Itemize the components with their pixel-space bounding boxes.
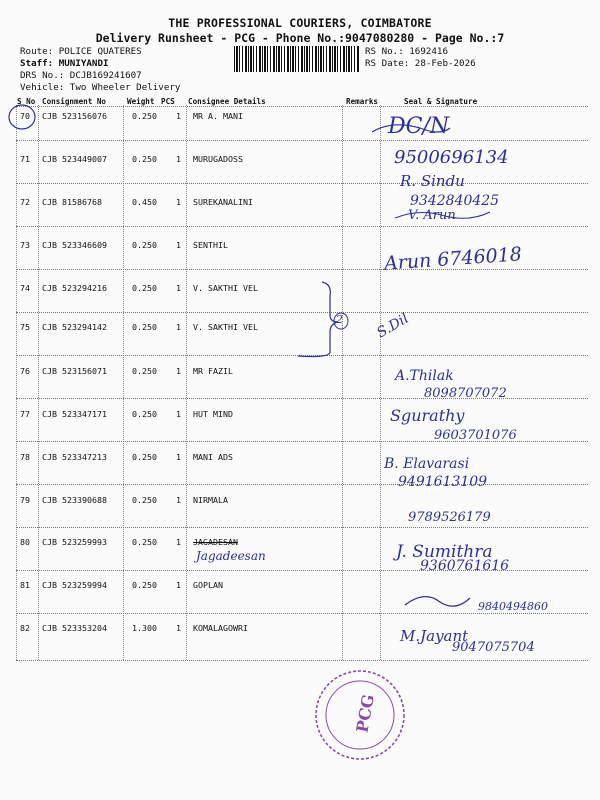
handwritten-phone: 9047075704 [452,640,535,655]
row-weight: 0.250 [132,240,157,250]
col-remarks: Remarks [346,97,379,106]
row-consignment: CJB 523259993 [42,537,107,547]
col-pcs: PCS [161,97,175,106]
row-consignee: HUT MIND [193,409,233,419]
row-weight: 0.250 [132,366,157,376]
handwritten-phone: 8098707072 [424,386,507,401]
stamp-label: PCG [352,692,378,735]
row-divider [16,183,588,184]
row-divider [16,226,588,227]
handwritten-dcn: DC/N [388,114,450,139]
handwritten-phone: 9840494860 [478,600,548,613]
runsheet-subtitle: Delivery Runsheet - PCG - Phone No.:9047080280 - Page No.:7 [95,31,505,45]
handwritten-phone: 9360761616 [420,558,510,574]
row-sno: 81 [20,580,30,590]
row-divider [16,355,588,356]
row-consignee: NIRMALA [193,495,228,505]
row-weight: 0.250 [132,537,157,547]
grid-line [342,105,343,660]
drs-number: DRS No.: DCJB169241607 [20,70,142,81]
row-weight: 1.300 [132,623,157,633]
row-weight: 0.250 [132,322,157,332]
row-consignee: SUREKANALINI [193,197,253,207]
row-pcs: 1 [176,452,181,462]
row-pcs: 1 [176,409,181,419]
handwritten-name: Sgurathy [390,406,465,425]
company-title: THE PROFESSIONAL COURIERS, COIMBATORE [168,16,432,30]
row-consignee: MR A. MANI [193,111,243,121]
grid-line [16,105,17,660]
row-consignee: MURUGADOSS [193,154,243,164]
grid-line [123,105,124,660]
row-pcs: 1 [176,154,181,164]
handwritten-note: Jagadeesan [196,549,266,563]
row-weight: 0.450 [132,197,157,207]
handwritten-name: R. Sindu [400,172,465,190]
col-weight: Weight [127,97,155,106]
col-consignee: Consignee Details [188,97,266,106]
row-pcs: 1 [176,537,181,547]
row-consignment: CJB 523346609 [42,240,107,250]
row-weight: 0.250 [132,452,157,462]
row-pcs: 1 [176,283,181,293]
row-sno: 75 [20,322,30,332]
row-sno: 77 [20,409,30,419]
row-weight: 0.250 [132,580,157,590]
col-seal: Seal & Signature [404,97,478,106]
row-consignment: CJB 523347213 [42,452,107,462]
handwritten-name-phone: Arun 6746018 [383,243,523,275]
grid-line [186,105,187,660]
row-consignment: CJB 523259994 [42,580,107,590]
col-sno: S No [17,97,36,106]
row-pcs: 1 [176,240,181,250]
barcode [234,46,360,72]
row-sno: 82 [20,623,30,633]
row-consignee: V. SAKTHI VEL [193,283,258,293]
row-consignment: CJB 523449007 [42,154,107,164]
row-consignment: CJB 523156071 [42,366,107,376]
row-consignee: KOMALAGOWRI [193,623,248,633]
row-consignment: CJB 523390688 [42,495,107,505]
row-sno: 72 [20,197,30,207]
grid-line [380,105,381,660]
row-sno: 74 [20,283,30,293]
row-sno: 80 [20,537,30,547]
row-sno: 79 [20,495,30,505]
row-pcs: 1 [176,111,181,121]
handwritten-phone: 9603701076 [434,428,517,443]
row-sno: 78 [20,452,30,462]
row-divider [16,527,588,528]
row-weight: 0.250 [132,111,157,121]
row-divider [16,269,588,270]
row-consignee: SENTHIL [193,240,228,250]
route-label: Route: POLICE QUATERES [20,46,142,57]
row-consignee: JAGADESAN [193,537,238,547]
row-pcs: 1 [176,197,181,207]
row-pcs: 1 [176,580,181,590]
col-consignment: Consignment No [42,97,107,106]
vehicle-label: Vehicle: Two Wheeler Delivery [20,82,181,93]
row-sno: 71 [20,154,30,164]
table-bottom-line [16,660,588,661]
row-consignment: CJB 523347171 [42,409,107,419]
row-sno: 76 [20,366,30,376]
header-divider [16,106,588,107]
row-consignment: CJB 523353204 [42,623,107,633]
row-sno: 73 [20,240,30,250]
handwritten-name: M.Jayant [400,627,469,645]
row-weight: 0.250 [132,409,157,419]
bracket-mark [298,282,338,357]
row-weight: 0.250 [132,154,157,164]
row-pcs: 1 [176,366,181,376]
row-consignment: CJB 523294142 [42,322,107,332]
row-consignee: V. SAKTHI VEL [193,322,258,332]
signature-stroke [405,597,470,607]
row-pcs: 1 [176,322,181,332]
row-consignee: MR FAZIL [193,366,233,376]
handwritten-name: B. Elavarasi [384,456,470,472]
row-pcs: 1 [176,623,181,633]
handwritten-phone: 9789526179 [408,510,491,525]
handwritten-name: J. Sumithra [396,542,493,562]
staff-label: Staff: MUNIYANDI [20,58,109,69]
rs-number: RS No.: 1692416 [365,46,448,57]
grid-line [38,105,39,660]
row-consignment: CJB 523156076 [42,111,107,121]
handwritten-phone: 9500696134 [394,147,509,168]
handwritten-mark: 2 [336,313,343,326]
row-divider [16,613,588,614]
row-consignment: CJB 81586768 [42,197,102,207]
rs-date: RS Date: 28-Feb-2026 [365,58,476,69]
row-weight: 0.250 [132,495,157,505]
handwritten-phone: 9342840425 [410,193,500,209]
row-consignment: CJB 523294216 [42,283,107,293]
handwritten-name: V. Arun [408,208,456,223]
row-sno: 70 [20,111,30,121]
row-consignee: GOPLAN [193,580,223,590]
handwritten-signature: S.Dil [374,310,412,342]
row-consignee: MANI ADS [193,452,233,462]
row-weight: 0.250 [132,283,157,293]
row-divider [16,312,588,313]
handwritten-name: A.Thilak [395,368,454,384]
row-divider [16,140,588,141]
handwritten-phone: 9491613109 [398,474,488,490]
row-divider [16,484,588,485]
row-pcs: 1 [176,495,181,505]
